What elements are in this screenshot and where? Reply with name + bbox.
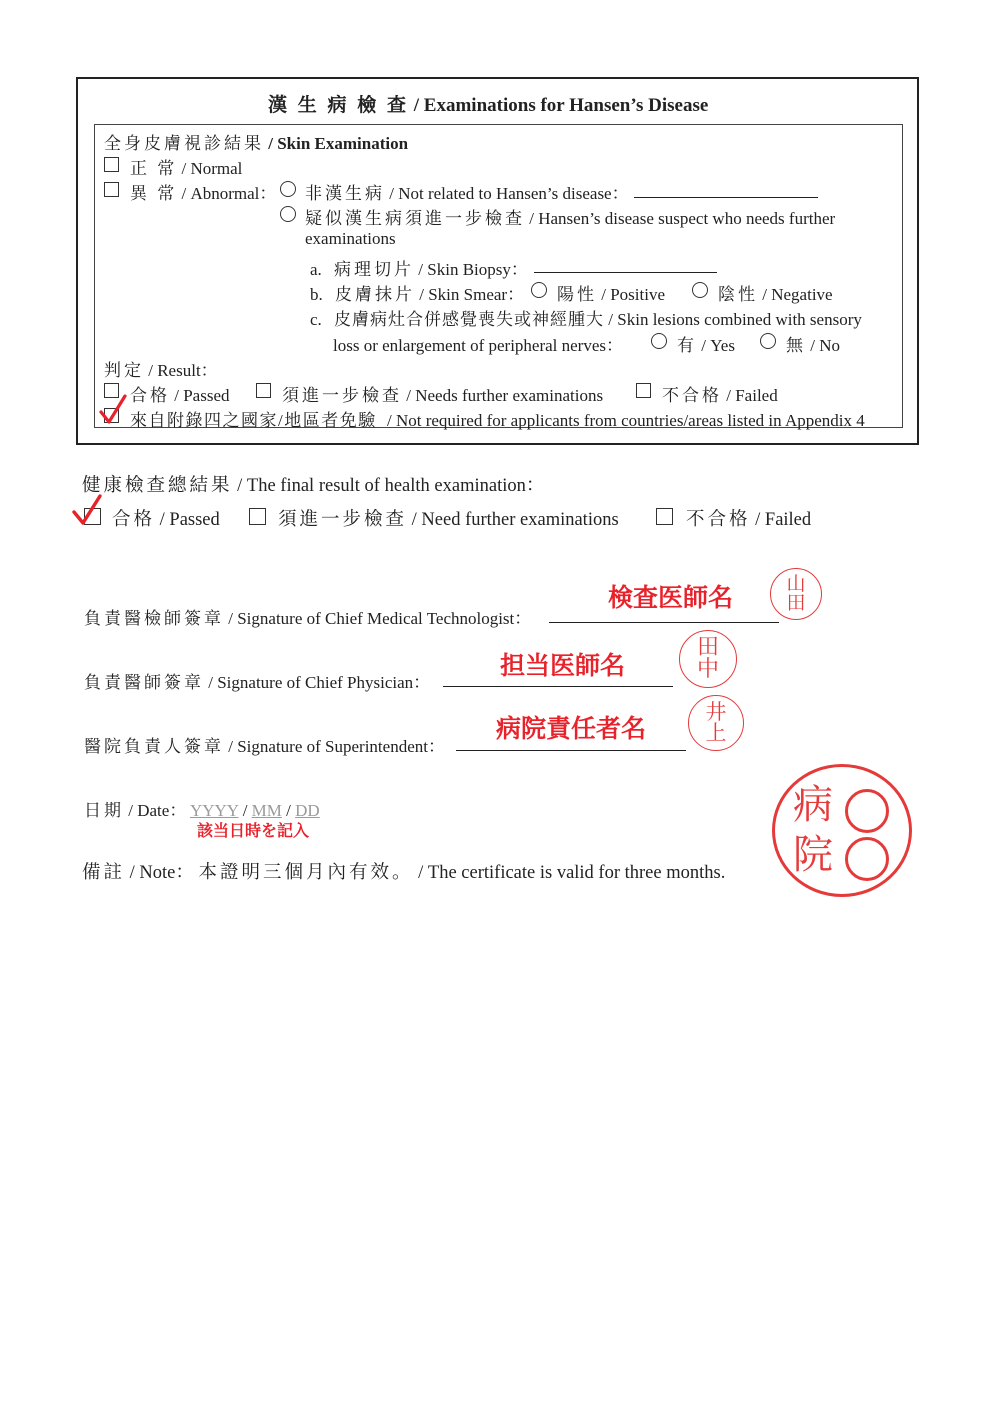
lesion-label: c. 皮膚病灶合併感覺喪失或神經腫大 / Skin lesions combined with sensory bbox=[310, 310, 862, 329]
date-day-field[interactable]: DD bbox=[295, 801, 320, 820]
date-year-field[interactable]: YYYY bbox=[189, 801, 239, 820]
suspect-label-cont: examinations bbox=[305, 229, 396, 248]
validity-note: 備註 / Note： 本證明三個月內有效。 / The certificate is valid for three months. bbox=[82, 863, 726, 883]
superintendent-signature-field[interactable] bbox=[456, 750, 686, 751]
positive-radio[interactable] bbox=[531, 282, 547, 298]
technologist-signature-field[interactable] bbox=[549, 622, 779, 623]
biopsy-label: a. 病理切片 / Skin Biopsy： bbox=[310, 260, 528, 279]
normal-checkbox[interactable] bbox=[104, 157, 119, 172]
superintendent-name: 病院責任者名 bbox=[496, 714, 647, 743]
yes-label: 有 / Yes bbox=[677, 336, 735, 355]
not-related-field[interactable] bbox=[634, 197, 818, 198]
not-related-radio[interactable] bbox=[280, 181, 296, 197]
date-row: 日期 / Date： YYYY / MM / DD bbox=[84, 801, 320, 820]
superintendent-signature-label: 醫院負責人簽章 / Signature of Superintendent： bbox=[84, 737, 445, 756]
technologist-signature-label: 負責醫檢師簽章 / Signature of Chief Medical Technologist： bbox=[84, 609, 532, 628]
exam-title-en: / Examinations for Hansen’s Disease bbox=[413, 95, 709, 116]
skin-exam-heading: 全身皮膚視診結果 / Skin Examination bbox=[104, 134, 409, 153]
abnormal-checkbox[interactable] bbox=[104, 182, 119, 197]
physician-seal-stamp: 田 中 bbox=[679, 630, 737, 688]
seal-circle-icon bbox=[845, 837, 889, 881]
final-failed-label: 不合格 / Failed bbox=[686, 510, 812, 530]
exam-passed-label: 合格 / Passed bbox=[130, 386, 230, 405]
technologist-seal-stamp: 山 田 bbox=[770, 568, 822, 620]
lesion-label-cont: loss or enlargement of peripheral nerves： bbox=[333, 336, 624, 355]
normal-label: 正 常 / Normal bbox=[130, 159, 243, 178]
positive-label: 陽性 / Positive bbox=[557, 285, 666, 304]
technologist-name: 検査医師名 bbox=[608, 583, 734, 612]
final-further-checkbox[interactable] bbox=[249, 508, 266, 525]
not-related-label: 非漢生病 / Not related to Hansen’s disease： bbox=[305, 184, 629, 203]
final-passed-label: 合格 / Passed bbox=[112, 510, 220, 530]
exam-failed-label: 不合格 / Failed bbox=[662, 386, 778, 405]
superintendent-seal-stamp: 井 上 bbox=[688, 695, 744, 751]
no-radio[interactable] bbox=[760, 333, 776, 349]
suspect-radio[interactable] bbox=[280, 206, 296, 222]
exam-title bbox=[268, 90, 708, 117]
exempt-label: 來自附錄四之國家/地區者免驗 / Not required for applicants from countries/areas listed in Appendix 4 bbox=[130, 411, 865, 430]
negative-radio[interactable] bbox=[692, 282, 708, 298]
negative-label: 陰性 / Negative bbox=[718, 285, 833, 304]
final-passed-checkmark-icon bbox=[72, 494, 104, 528]
date-note: 該当日時を記入 bbox=[197, 821, 310, 840]
date-month-field[interactable]: MM bbox=[251, 801, 282, 820]
suspect-label: 疑似漢生病須進一步檢查 / Hansen’s disease suspect who needs further bbox=[305, 209, 836, 228]
final-failed-checkbox[interactable] bbox=[656, 508, 673, 525]
abnormal-label: 異 常 / Abnormal： bbox=[130, 184, 277, 203]
seal-circle-icon bbox=[845, 789, 889, 833]
exam-further-checkbox[interactable] bbox=[256, 383, 271, 398]
physician-signature-field[interactable] bbox=[443, 686, 673, 687]
result-heading: 判定 / Result： bbox=[104, 361, 218, 380]
exam-title-zh: 漢 生 病 檢 查 bbox=[268, 95, 410, 116]
no-label: 無 / No bbox=[786, 336, 840, 355]
exam-further-label: 須進一步檢查 / Needs further examinations bbox=[282, 386, 604, 405]
final-further-label: 須進一步檢查 / Need further examinations bbox=[278, 510, 619, 530]
yes-radio[interactable] bbox=[651, 333, 667, 349]
exempt-checkmark-icon bbox=[99, 394, 129, 426]
hospital-seal-stamp: 病 院 bbox=[772, 764, 912, 897]
smear-label: b. 皮膚抹片 / Skin Smear： bbox=[310, 285, 525, 304]
exam-failed-checkbox[interactable] bbox=[636, 383, 651, 398]
biopsy-field[interactable] bbox=[534, 272, 717, 273]
final-result-heading: 健康檢查總結果 / The final result of health examination： bbox=[82, 476, 545, 496]
physician-signature-label: 負責醫師簽章 / Signature of Chief Physician： bbox=[84, 673, 431, 692]
physician-name: 担当医師名 bbox=[500, 651, 626, 680]
